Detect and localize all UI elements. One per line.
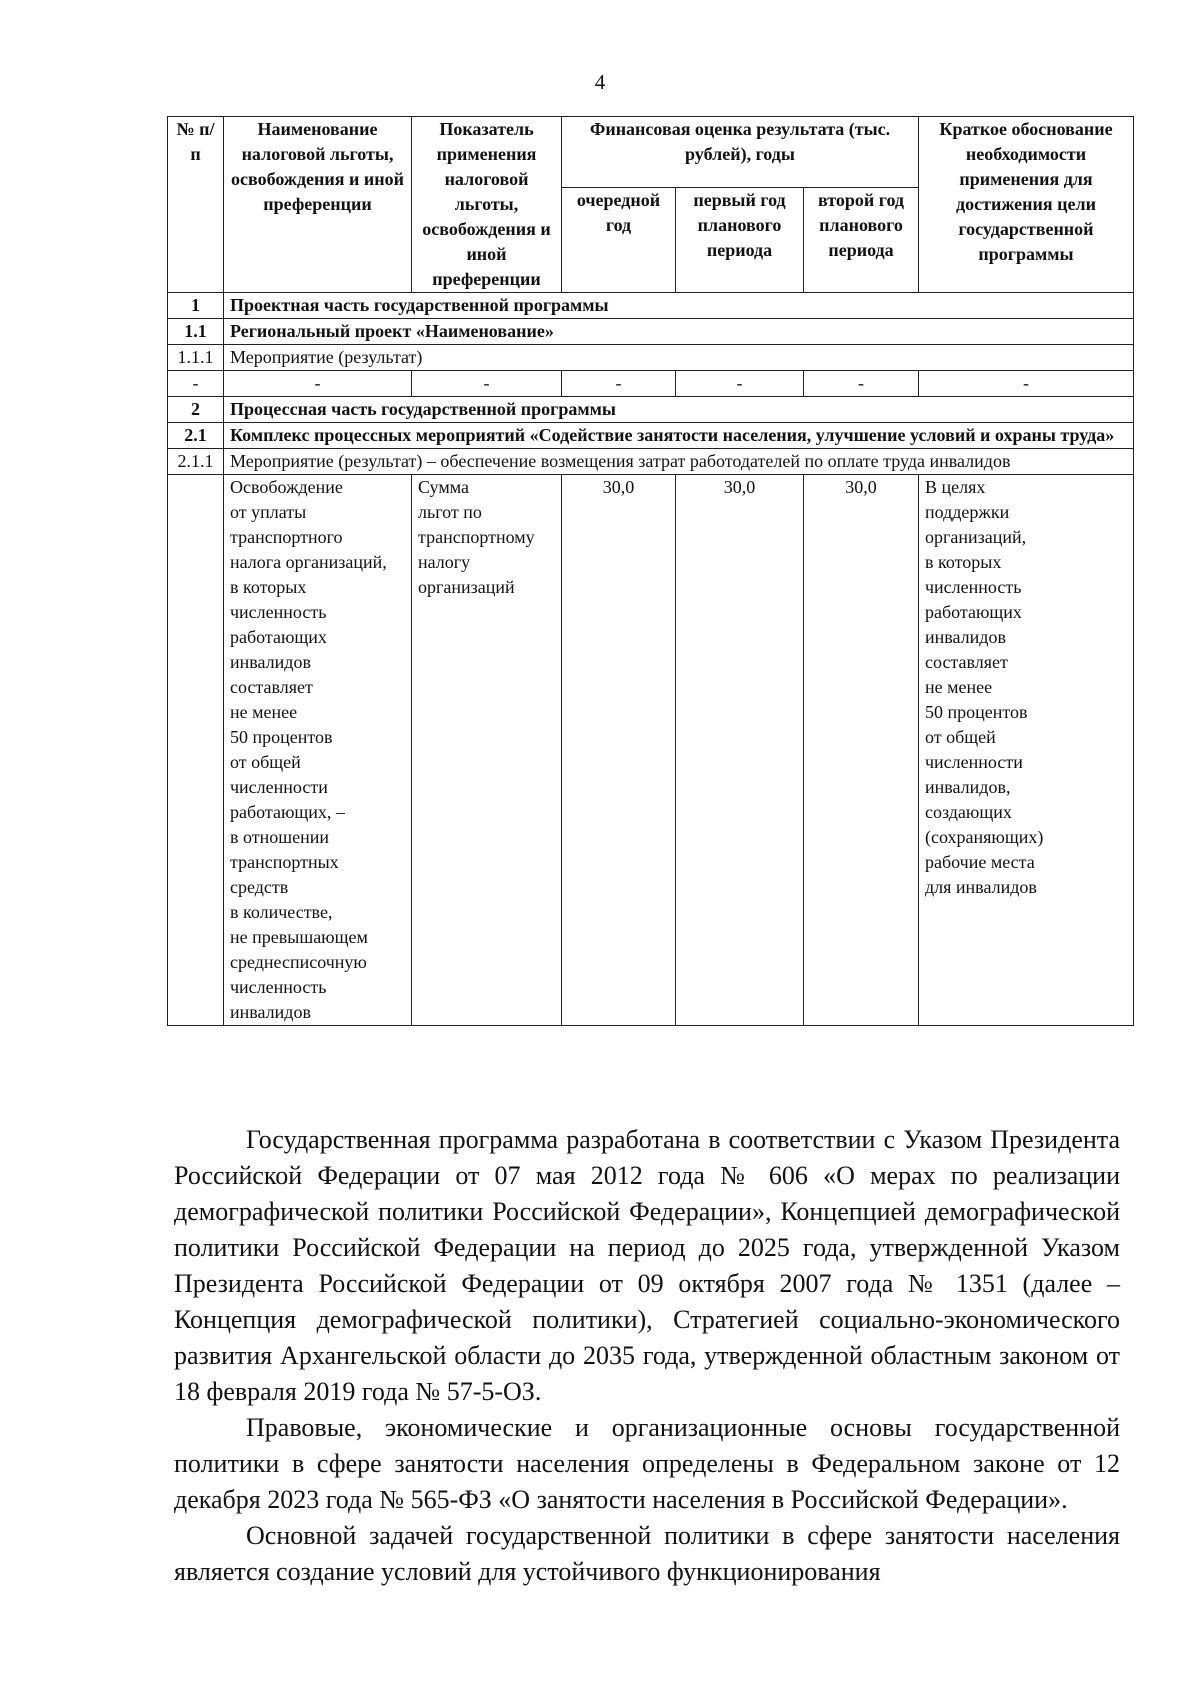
- table-row-detail: [168, 475, 1134, 1026]
- detail-justification: В целях поддержки организаций, в которых численность работающих инвалидов составляет не менее 50 процентов от общей численности инвалидов, создающих (сохраняющих) рабочие места для инвалидов: [919, 475, 1134, 1026]
- row-num: 1: [168, 293, 224, 319]
- page-number: 4: [594, 70, 606, 94]
- row-num: 2.1: [168, 423, 224, 449]
- header-name: Наименование налоговой льготы, освобождения и иной преференции: [224, 117, 412, 293]
- row-title: Процессная часть государственной программы: [224, 397, 1134, 423]
- header-year0: очередной год: [562, 187, 676, 292]
- dash-cell: -: [412, 371, 562, 397]
- detail-year1: 30,0: [676, 475, 804, 1026]
- dash-cell: -: [224, 371, 412, 397]
- detail-year2: 30,0: [804, 475, 919, 1026]
- header-year1: первый год планового периода: [676, 187, 804, 292]
- paragraph: Основной задачей государственной политики в сфере занятости населения является создание условий для устойчивого функционирования: [174, 1521, 1120, 1586]
- header-num: № п/п: [168, 117, 224, 293]
- row-num: 1.1: [168, 319, 224, 345]
- tax-benefits-table: [167, 116, 1134, 1026]
- row-num: 1.1.1: [168, 345, 224, 371]
- table-row: [168, 345, 1134, 371]
- header-justification: Краткое обоснование необходимости применения для достижения цели государственной программы: [919, 117, 1134, 293]
- table-row-dashes: [168, 371, 1134, 397]
- detail-name: Освобождение от уплаты транспортного налога организаций, в которых численность работающих инвалидов составляет не менее 50 процентов от общей численности работающих, – в отношении транспортных средств в количестве, не превышающем среднесписочную численность инвалидов: [224, 475, 412, 1026]
- dash-cell: -: [562, 371, 676, 397]
- detail-indicator: Сумма льгот по транспортному налогу организаций: [412, 475, 562, 1026]
- row-title: Региональный проект «Наименование»: [224, 319, 1134, 345]
- paragraph: Государственная программа разработана в соответствии с Указом Президента Российской Федерации от 07 мая 2012 года № 606 «О мерах по реализации демографической политики Российской Федерации», Концепцией демографической политики Российской Федерации на период до 2025 года, утвержденной Указом Президента Российской Федерации от 09 октября 2007 года № 1351 (далее – Концепция демографической политики), Стратегией социально-экономического развития Архангельской области до 2035 года, утвержденной областным законом от 18 февраля 2019 года № 57-5-ОЗ.: [174, 1125, 1120, 1406]
- table-header-row: [168, 117, 1134, 188]
- header-indicator: Показатель применения налоговой льготы, освобождения и иной преференции: [412, 117, 562, 293]
- row-num: 2: [168, 397, 224, 423]
- detail-num: [168, 475, 224, 1026]
- table-row: [168, 449, 1134, 475]
- row-title: Мероприятие (результат) – обеспечение возмещения затрат работодателей по оплате труда инвалидов: [224, 449, 1134, 475]
- table-row: [168, 397, 1134, 423]
- dash-cell: -: [804, 371, 919, 397]
- row-title: Комплекс процессных мероприятий «Содействие занятости населения, улучшение условий и охраны труда»: [224, 423, 1134, 449]
- header-financial-group: Финансовая оценка результата (тыс. рублей), годы: [562, 117, 919, 188]
- row-num: 2.1.1: [168, 449, 224, 475]
- dash-cell: -: [676, 371, 804, 397]
- row-title: Мероприятие (результат): [224, 345, 1134, 371]
- dash-cell: -: [919, 371, 1134, 397]
- paragraph: Правовые, экономические и организационные основы государственной политики в сфере занятости населения определены в Федеральном законе от 12 декабря 2023 года № 565-ФЗ «О занятости населения в Российской Федерации».: [174, 1413, 1120, 1514]
- dash-cell: -: [168, 371, 224, 397]
- body-text: [174, 1122, 1120, 1590]
- row-title: Проектная часть государственной программы: [224, 293, 1134, 319]
- header-year2: второй год планового периода: [804, 187, 919, 292]
- table-row: [168, 293, 1134, 319]
- detail-year0: 30,0: [562, 475, 676, 1026]
- table-row: [168, 319, 1134, 345]
- table-row: [168, 423, 1134, 449]
